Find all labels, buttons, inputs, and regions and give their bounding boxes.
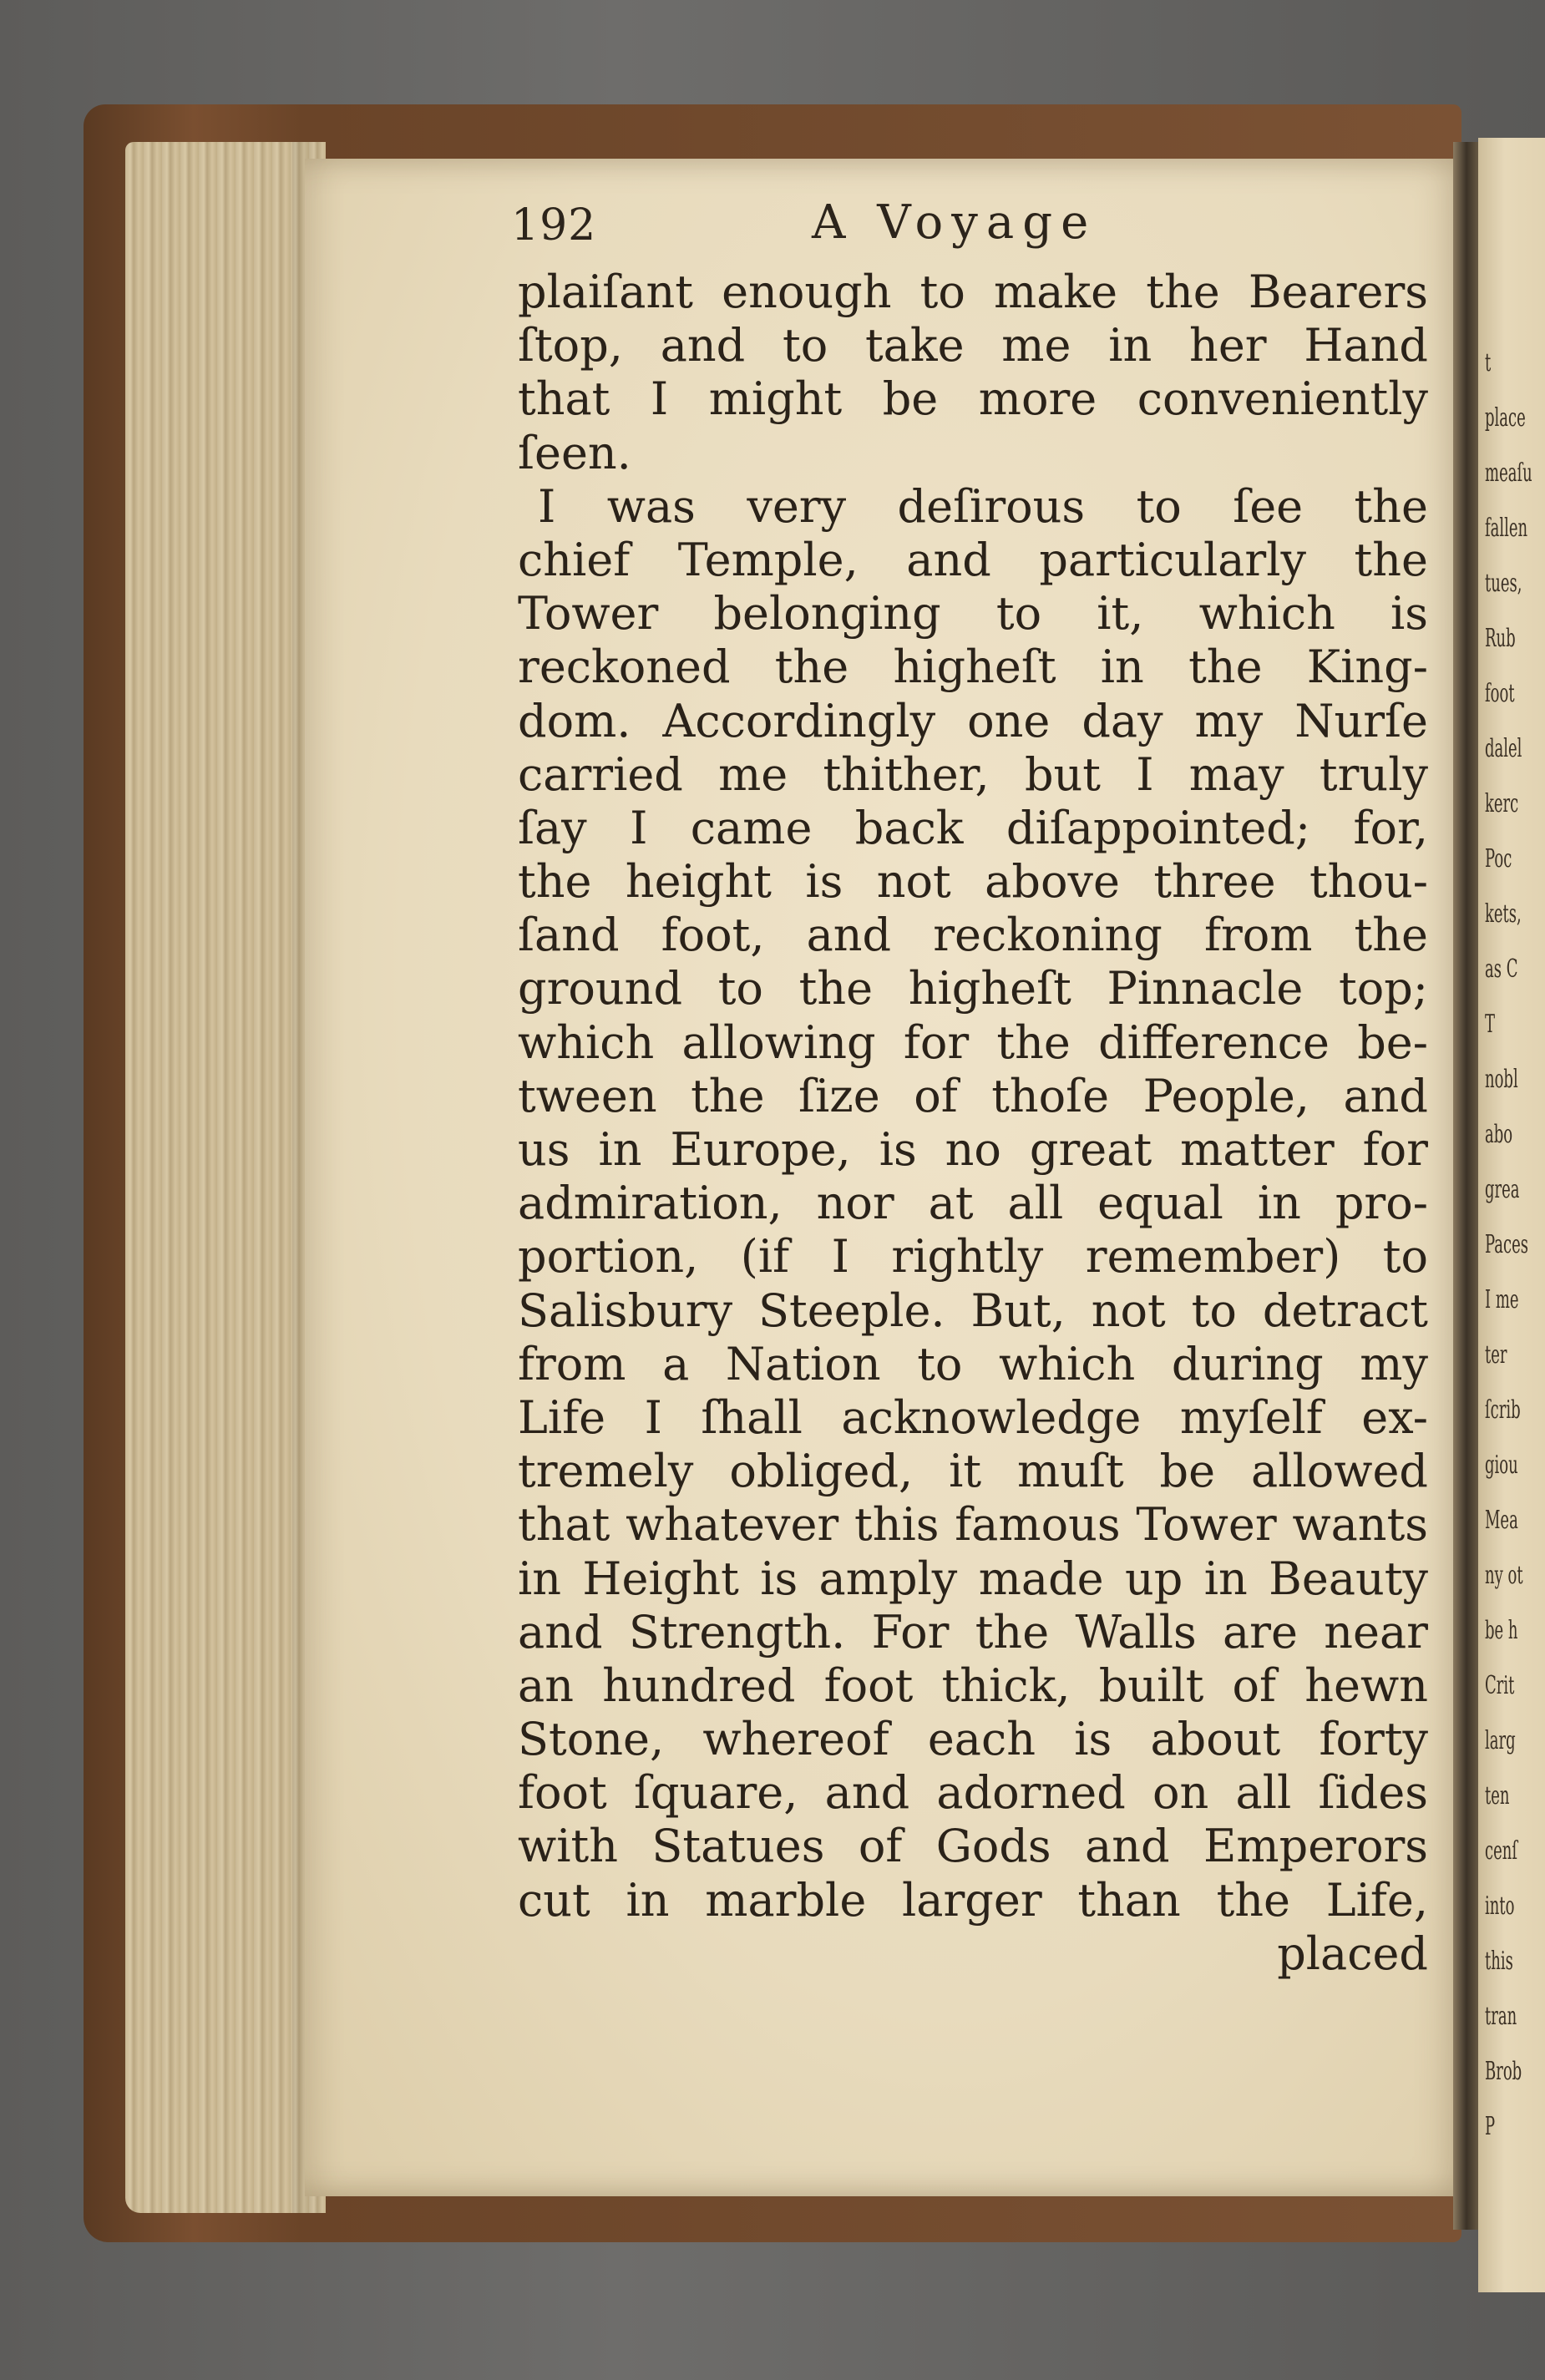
facing-text-fragment: ny ot (1485, 1561, 1523, 1590)
facing-text-fragment: larg (1485, 1726, 1516, 1755)
facing-text-fragment: tues, (1485, 569, 1522, 598)
text-line: Stone, whereof each is about forty (518, 1713, 1428, 1766)
facing-text-fragment: foot (1485, 679, 1515, 708)
facing-text-fragment: Paces (1485, 1230, 1529, 1259)
facing-text-fragment: kerc (1485, 789, 1519, 818)
text-line: the height is not above three thou- (518, 855, 1428, 909)
text-line: ground to the higheſt Pinnacle top; (518, 962, 1428, 1015)
facing-text-fragment: ter (1485, 1340, 1507, 1370)
book-gutter (1453, 142, 1480, 2230)
text-line: ſand foot, and reckoning from the (518, 909, 1428, 962)
facing-text-fragment: I me (1485, 1285, 1519, 1314)
facing-text-fragment: place (1485, 403, 1526, 433)
facing-text-fragment: into (1485, 1891, 1515, 1921)
text-line: foot ſquare, and adorned on all ſides (518, 1766, 1428, 1820)
text-line: Salisbury Steeple. But, not to detract (518, 1284, 1428, 1337)
text-line: from a Nation to which during my (518, 1337, 1428, 1390)
text-line: with Statues of Gods and Emperors (518, 1820, 1428, 1873)
facing-text-fragment: fallen (1485, 514, 1528, 543)
facing-text-fragment: tran (1485, 2002, 1517, 2031)
page-text (518, 266, 1428, 1981)
text-line: admiration, nor at all equal in pro- (518, 1177, 1428, 1230)
page-number: 192 (511, 200, 597, 251)
text-line: dom. Accordingly one day my Nurſe (518, 694, 1428, 747)
facing-text-fragment: nobl (1485, 1065, 1518, 1094)
page-edges (125, 142, 326, 2213)
facing-text-fragment: ten (1485, 1781, 1510, 1810)
facing-text-fragment: Crit (1485, 1671, 1515, 1700)
text-line: and Strength. For the Walls are near (518, 1605, 1428, 1658)
text-line: Tower belonging to it, which is (518, 587, 1428, 641)
facing-text-fragment: T (1485, 1010, 1496, 1039)
text-line: which allowing for the difference be- (518, 1015, 1428, 1069)
facing-text-fragment: P (1485, 2112, 1496, 2141)
facing-text-fragment: Mea (1485, 1506, 1518, 1535)
facing-text-fragment: this (1485, 1947, 1513, 1976)
facing-text-fragment: Brob (1485, 2057, 1522, 2086)
facing-text-fragment: be h (1485, 1616, 1518, 1645)
facing-text-fragment: kets, (1485, 899, 1522, 929)
facing-text-fragment: cenſ (1485, 1836, 1517, 1866)
text-line: tween the ſize of thoſe People, and (518, 1069, 1428, 1122)
text-line: us in Europe, is no great matter for (518, 1123, 1428, 1176)
text-line: Life I ſhall acknowledge myſelf ex- (518, 1390, 1428, 1444)
text-line: ſeen. (518, 426, 631, 479)
facing-text-fragment: dalel (1485, 734, 1522, 763)
facing-page (1478, 138, 1545, 2292)
text-line: carried me thither, but I may truly (518, 747, 1428, 801)
text-line: that I might be more conveniently (518, 372, 1428, 426)
facing-text-fragment: abo (1485, 1120, 1513, 1149)
facing-text-fragment: ſcrib (1485, 1395, 1521, 1425)
text-line: in Height is amply made up in Beauty (518, 1552, 1428, 1605)
text-line: portion, (if I rightly remember) to (518, 1230, 1428, 1284)
text-line: I was very deſirous to ſee the (538, 479, 1428, 533)
text-line: tremely obliged, it muſt be allowed (518, 1445, 1428, 1498)
facing-text-fragment: Poc (1485, 844, 1512, 874)
text-line: that whatever this famous Tower wants (518, 1498, 1428, 1552)
text-line: plaiſant enough to make the Bearers (518, 266, 1428, 318)
text-line: an hundred foot thick, built of hewn (518, 1658, 1428, 1712)
facing-text-fragment: Rub (1485, 624, 1516, 653)
text-line: reckoned the higheſt in the King- (518, 641, 1428, 694)
facing-text-fragment: meaſu (1485, 458, 1532, 488)
text-line: chief Temple, and particularly the (518, 533, 1428, 586)
facing-text-fragment: giou (1485, 1451, 1518, 1480)
text-line: cut in marble larger than the Life, (518, 1873, 1428, 1927)
facing-text-fragment: as C (1485, 955, 1518, 984)
catchword: placed (1277, 1927, 1428, 1980)
facing-text-fragment: t (1485, 348, 1492, 377)
text-line: ſtop, and to take me in her Hand (518, 319, 1428, 372)
facing-text-fragment: grea (1485, 1175, 1520, 1204)
running-title: A Voyage (812, 195, 1097, 250)
text-line: ſay I came back diſappointed; for, (518, 801, 1428, 854)
running-head (511, 192, 1430, 259)
